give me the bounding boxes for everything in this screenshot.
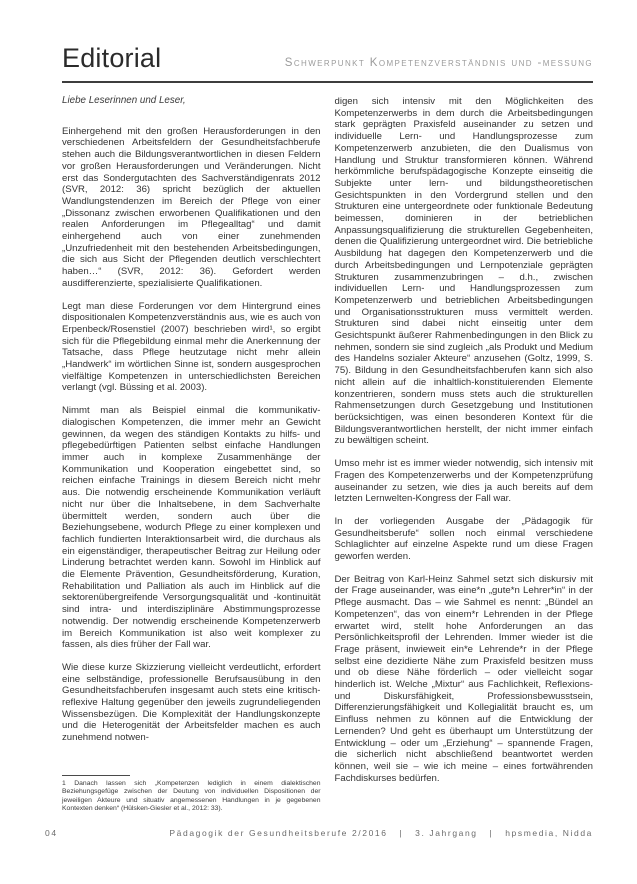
paragraph: Einhergehend mit den großen Herausforderungen in den verschiedenen Arbeitsfeldern der Gesundheitsfachberufe stehen auch die Bildungsverantwortlichen in diesen Feldern vor großen Herausforderungen und Veränderungen. Nicht erst das Sondergutachten des Sachverständigenrats 2012 (SVR, 2012: 36) spricht bezüglich der aktuellen Wandlungstendenzen im Bereich der Pflege von einer „Dissonanz zwischen erworbenen Qualifikationen und den realen Anforderungen im Pflegealltag“ und damit einhergehend auch von einer zunehmenden „Unzufriedenheit mit den bestehenden Arbeitsbedingungen, die sich aus Sicht der Pflegenden deutlich verschlechtert haben…“ (SVR, 2012: 36). Gefordert werden ausdifferenzierte, spezialisierte Qualifikationen.	[62, 125, 321, 289]
page-number: 04	[45, 828, 58, 838]
page-header	[62, 44, 593, 83]
paragraph: Nimmt man als Beispiel einmal die kommunikativ-dialogischen Kompetenzen, die immer mehr an Gewicht gewinnen, da wegen des ständigen Kontakts zu hilfs- und pflegebedürftigen Patienten selbst einfache Handlungen immer auch in komplexe Zusammenhänge der Kommunikation und Kooperation eingebettet sind, so reichen einfache Trainings in diesem Bereich nicht mehr aus. Die notwendig erscheinende Kommunikation verläuft nicht nur über die Inhaltsebene, in dem Sachverhalte übermittelt werden, sondern auch über die Beziehungsebene, wodurch Pflege zu einer komplexen und fachlich fundierten Interaktionsarbeit wird, die durchaus als ein eigenständiger, therapeutischer Beitrag zur Heilung oder Linderung betrachtet werden kann. Sowohl im Hinblick auf die Elemente Prävention, Gesundheitsförderung, Kuration, Rehabilitation und Palliation als auch im Hinblick auf die sektorenübergreifende Versorgungsqualität und -kontinuität sind intra- und interdisziplinäre Abstimmungsprozesse notwendig. Der notwendig erscheinende Kompetenzerwerb im Bereich Kommunikation ist also weit komplexer zu fassen, als dies früher der Fall war.	[62, 405, 321, 651]
salutation: Liebe Leserinnen und Leser,	[62, 95, 186, 106]
paragraph: digen sich intensiv mit den Möglichkeiten des Kompetenzerwerbs in dem durch die Arbeitsbedingungen stark geprägten Praxisfeld auseinander zu setzen und individuelle Lern- und Handlungsprozesse zum Kompetenzerwerb anzubieten, die den Dualismus von Handlung und Struktur transformieren können. Während herkömmliche berufspädagogische Konzepte einseitig die Subjekte unter lern- und bildungstheoretischen Gesichtspunkten in den Vordergrund stellen und den Strukturen eine untergeordnete oder funktionale Bedeutung beimessen, dominieren in der betrieblichen Anpassungsqualifizierung die strukturellen Gegebenheiten, denen die Qualifizierung untergeordnet wird. Die betriebliche Ausbildung hat dagegen den Kompetenzerwerb und die durch Arbeitsbedingungen und Lernpotenziale geprägten Strukturen zusammenzubringen – d.h., zwischen individuellen Lern- und Handlungsprozessen zum Kompetenzerwerb und betrieblichen Arbeitsbedingungen und Organisationsstrukturen muss vermittelt werden. Strukturen sind dabei nicht einseitig unter dem Gesichtspunkt äußerer Rahmenbedingungen in den Blick zu nehmen, sondern sie sind zugleich „als Produkt und Medium des Handelns sozialer Akteure“ anzusehen (Goltz, 1999, S. 75). Bildung in den Gesundheitsfachberufen kann sich also nicht allein auf die inhaltlich-konstituierenden Elemente konzentrieren, sondern muss stets auch die strukturellen Rahmensetzungen durch Gesetzgebung und Institutionen berücksichtigen, was einen besonderen Kontext für die Bildungsverantwortlichen herstellt, der nicht immer einfach zu bewältigen scheint.	[334, 96, 593, 447]
paragraph: Der Beitrag von Karl-Heinz Sahmel setzt sich diskursiv mit der Frage auseinander, was eine*n „gute*n Lehrer*in“ in der Pflege ausmacht. Das – wie Sahmel es nennt: „Bündel an Kompetenzen“, das von einem*r Lehrenden in der Pflege erwartet wird, stellt hohe Anforderungen an das Persönlichkeitsprofil der Lehrenden. Immer wieder ist die Frage präsent, inwieweit ein*e Lehrende*r in der Pflege selbst eine dezidierte Nähe zum Praxisfeld besitzen muss und ob diese Nähe förderlich – oder vielleicht sogar hinderlich ist. Welche „Mixtur“ aus Fachlichkeit, Reflexions- und Diskursfähigkeit, Professionsbewusstsein, Differenzierungsfähigkeit und Kollegialität braucht es, um Einfluss nehmen zu können auf die Entwicklung der Lernenden? Und geht es überhaupt um Unterstützung der Entwicklung – oder um „Erziehung“ – spannende Fragen, die sicherlich nicht abschließend beantwortet werden können, weil sie – wie ich meine – eines fortwährenden Fachdiskurses bedürfen.	[334, 573, 593, 784]
footnote-separator	[62, 775, 130, 776]
page-footer	[45, 828, 593, 838]
paragraph: Legt man diese Forderungen vor dem Hintergrund eines dispositionalen Kompetenzverständnis aus, wie es auch von Erpenbeck/Rosenstiel (2007) beschrieben wird¹, so ergibt sich für die Pflegebildung einmal mehr die Anerkennung der Tatsache, dass Pflege heutzutage nicht mehr allein „Handwerk“ im wörtlichen Sinne ist, sondern ausgesprochen vielfältige Kompetenzen in unterschiedlichsten Bereichen verlangt (vgl. Büssing et al. 2003).	[62, 300, 321, 394]
journal-info: Pädagogik der Gesundheitsberufe 2/2016 | 3. Jahrgang | hpsmedia, Nidda	[169, 828, 593, 838]
section-label: Schwerpunkt Kompetenzverständnis und -messung	[284, 57, 593, 69]
footnote: 1 Danach lassen sich „Kompetenzen lediglich in einem dialektischen Beziehungsgefüge zwischen der Deutung von individuellen Dispositionen der jeweiligen Akteure und situativ angemessenen Handlungen in je gegebenen Kontexten denken“ (Hülsken-Giesler et al., 2012: 33).	[62, 780, 321, 812]
footnote-block	[62, 769, 321, 813]
right-column	[335, 95, 594, 813]
paragraph: In der vorliegenden Ausgabe der „Pädagogik für Gesundheitsberufe“ sollen noch einmal verschiedene Schlaglichter auf einzelne Aspekte rund um diese Fragen geworfen werden.	[334, 515, 593, 563]
left-column	[62, 95, 321, 813]
paragraph: Umso mehr ist es immer wieder notwendig, sich intensiv mit Fragen des Kompetenzerwerbs und der Kompetenzprüfung auseinander zu setzen, wie dies ja auch bereits auf dem letzten Lernwelten-Kongress der Fall war.	[334, 458, 593, 505]
paragraph: Wie diese kurze Skizzierung vielleicht verdeutlicht, erfordert eine selbständige, professionelle Berufsausübung in den Gesundheitsfachberufen insgesamt auch stets eine kritisch-reflexive Haltung gegenüber den jeweils zugrundeliegenden Wissensbezügen. Die Komplexität der Handlungskonzepte und die Heterogenität der Arbeitsfelder machen es auch zunehmend notwen-	[62, 661, 321, 744]
page-title: Editorial	[62, 43, 162, 73]
article-body	[62, 95, 593, 813]
